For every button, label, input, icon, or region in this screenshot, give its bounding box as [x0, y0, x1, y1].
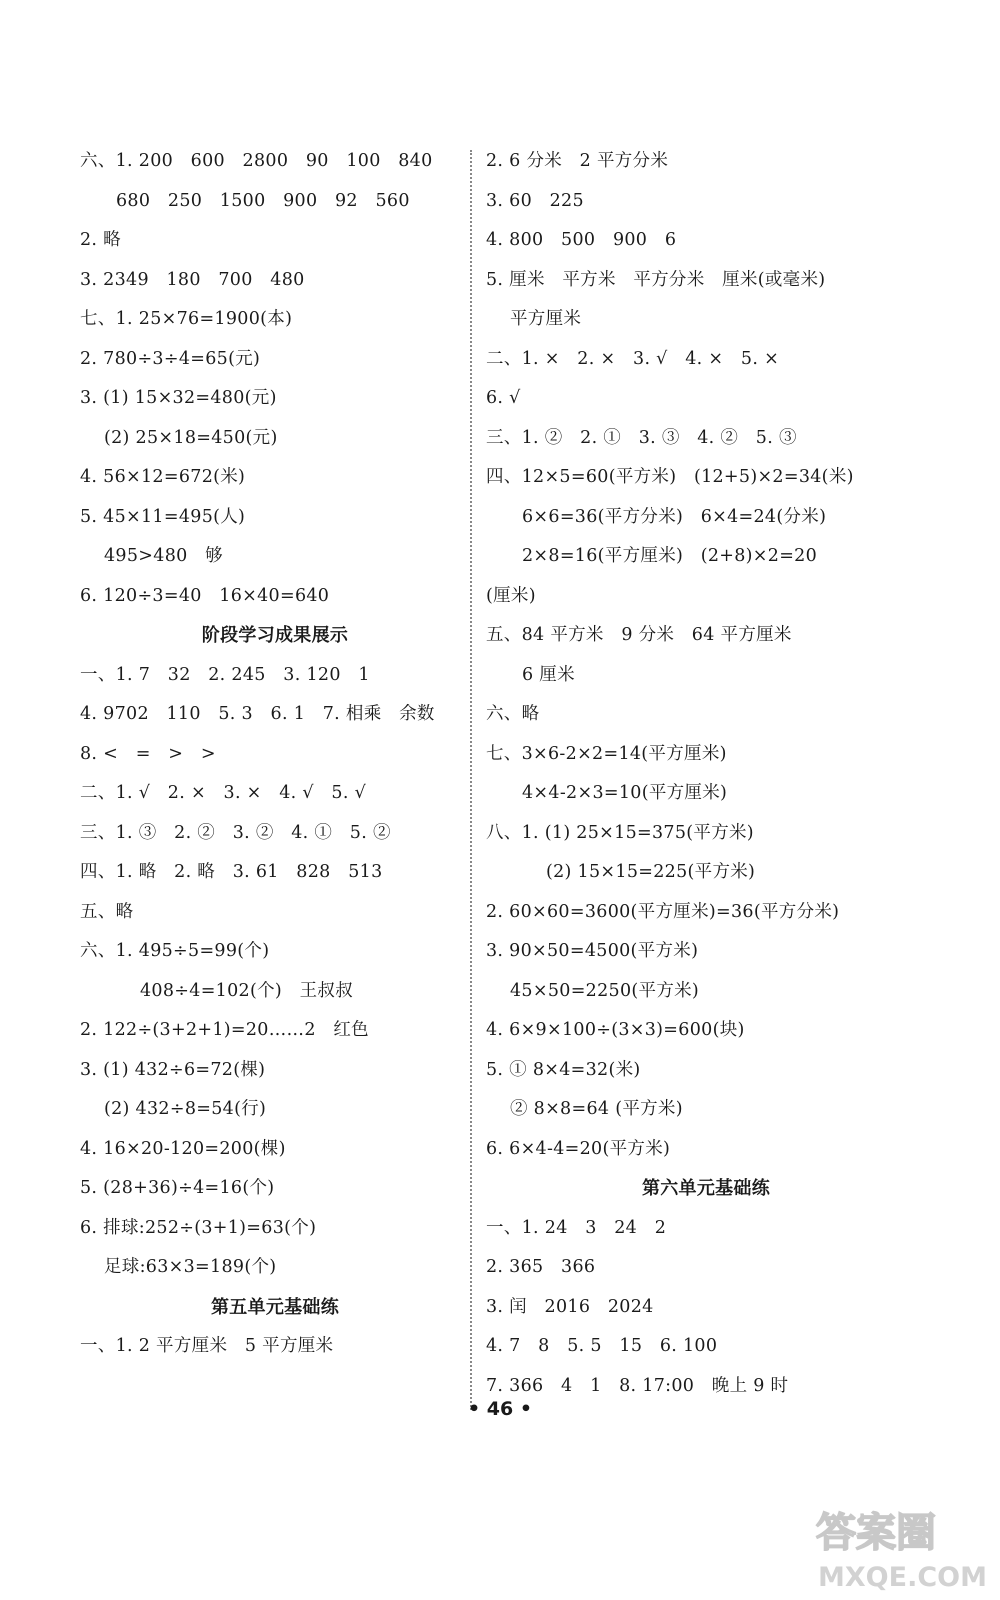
answer-line: 6 厘米: [522, 664, 575, 685]
section-heading: 第五单元基础练: [210, 1296, 340, 1318]
answer-line: 一、1. 7 32 2. 245 3. 120 1: [80, 664, 370, 685]
answer-line: 七、3×6-2×2=14(平方厘米): [486, 743, 727, 764]
answer-line: 4. 7 8 5. 5 15 6. 100: [486, 1336, 718, 1356]
answer-line: 6. 120÷3=40 16×40=640: [80, 585, 330, 606]
answer-line: 平方厘米: [510, 309, 582, 329]
answer-line: 4×4-2×3=10(平方厘米): [522, 783, 728, 803]
answer-line: 45×50=2250(平方米): [510, 980, 700, 1001]
answer-line: 三、1. ② 2. ① 3. ③ 4. ② 5. ③: [486, 427, 797, 448]
answer-line: 4. 16×20-120=200(棵): [80, 1138, 286, 1159]
answer-line: 六、略: [486, 704, 540, 724]
answer-line: 3. 60 225: [486, 190, 584, 211]
watermark-logo: [808, 1500, 998, 1595]
answer-line: 2. 365 366: [486, 1257, 596, 1277]
answer-line: 4. 9702 110 5. 3 6. 1 7. 相乘 余数: [80, 704, 435, 724]
answer-line: 二、1. × 2. × 3. √ 4. × 5. ×: [486, 348, 780, 369]
section-heading: 第六单元基础练: [641, 1178, 771, 1199]
watermark-text-cn: 答案圈: [816, 1510, 936, 1556]
answer-line: 680 250 1500 900 92 560: [116, 190, 410, 211]
answer-line: 2. 6 分米 2 平方分米: [486, 151, 669, 171]
left-answer-column: [80, 142, 470, 1367]
answer-line: 八、1. (1) 25×15=375(平方米): [486, 822, 754, 843]
answer-line: 408÷4=102(个) 王叔叔: [140, 980, 354, 1001]
column-divider: [470, 150, 472, 1410]
answer-line: 三、1. ③ 2. ② 3. ② 4. ① 5. ②: [80, 822, 391, 843]
answer-line: 4. 6×9×100÷(3×3)=600(块): [486, 1020, 745, 1040]
page-number: • 46 •: [468, 1398, 532, 1420]
answer-line: 5. ① 8×4=32(米): [486, 1059, 641, 1080]
answer-line: 五、84 平方米 9 分米 64 平方厘米: [486, 625, 792, 645]
answer-line: 一、1. 2 平方厘米 5 平方厘米: [80, 1336, 334, 1356]
answer-line: 6. 排球:252÷(3+1)=63(个): [80, 1217, 317, 1238]
answer-line: (厘米): [486, 585, 536, 606]
answer-line: ② 8×8=64 (平方米): [510, 1099, 683, 1119]
answer-line: 六、1. 200 600 2800 90 100 840: [80, 151, 433, 171]
answer-line: 五、略: [80, 901, 134, 922]
answer-line: 5. (28+36)÷4=16(个): [80, 1178, 275, 1198]
answer-line: 3. 2349 180 700 480: [80, 269, 305, 290]
answer-line: (2) 432÷8=54(行): [104, 1099, 267, 1119]
answer-line: 2. 略: [80, 230, 121, 250]
answer-line: 2×8=16(平方厘米) (2+8)×2=20: [522, 546, 818, 566]
answer-line: (2) 15×15=225(平方米): [546, 862, 756, 882]
answer-line: 495>480 够: [104, 546, 223, 566]
answer-line: 6. 6×4-4=20(平方米): [486, 1138, 671, 1159]
answer-line: 2. 780÷3÷4=65(元): [80, 348, 261, 369]
answer-line: 3. (1) 15×32=480(元): [80, 388, 277, 408]
answer-line: 6. √: [486, 388, 521, 408]
answer-line: 六、1. 495÷5=99(个): [80, 941, 270, 961]
answer-line: 5. 45×11=495(人): [80, 506, 246, 527]
answer-line: 7. 366 4 1 8. 17:00 晚上 9 时: [486, 1375, 789, 1396]
answer-line: 2. 122÷(3+2+1)=20……2 红色: [80, 1020, 369, 1040]
answer-line: 四、12×5=60(平方米) (12+5)×2=34(米): [486, 467, 854, 487]
answer-line: 二、1. √ 2. × 3. × 4. √ 5. √: [80, 783, 367, 803]
section-heading: 阶段学习成果展示: [201, 625, 349, 646]
answer-line: 5. 厘米 平方米 平方分米 厘米(或毫米): [486, 269, 826, 290]
answer-line: 3. (1) 432÷6=72(棵): [80, 1059, 266, 1080]
watermark-text-en: MXQE.COM: [818, 1562, 987, 1593]
answer-line: (2) 25×18=450(元): [104, 427, 278, 448]
answer-line: 4. 800 500 900 6: [486, 230, 677, 250]
answer-line: 6×6=36(平方分米) 6×4=24(分米): [522, 506, 827, 527]
right-answer-column: [486, 142, 926, 1406]
answer-line: 七、1. 25×76=1900(本): [80, 309, 293, 329]
answer-line: 3. 90×50=4500(平方米): [486, 941, 699, 961]
answer-line: 四、1. 略 2. 略 3. 61 828 513: [80, 862, 383, 882]
answer-line: 8. < = > >: [80, 743, 216, 764]
answer-line: 4. 56×12=672(米): [80, 467, 246, 487]
answer-line: 3. 闰 2016 2024: [486, 1296, 654, 1317]
answer-line: 2. 60×60=3600(平方厘米)=36(平方分米): [486, 901, 840, 922]
answer-line: 足球:63×3=189(个): [104, 1257, 277, 1277]
answer-line: 一、1. 24 3 24 2: [486, 1217, 667, 1238]
